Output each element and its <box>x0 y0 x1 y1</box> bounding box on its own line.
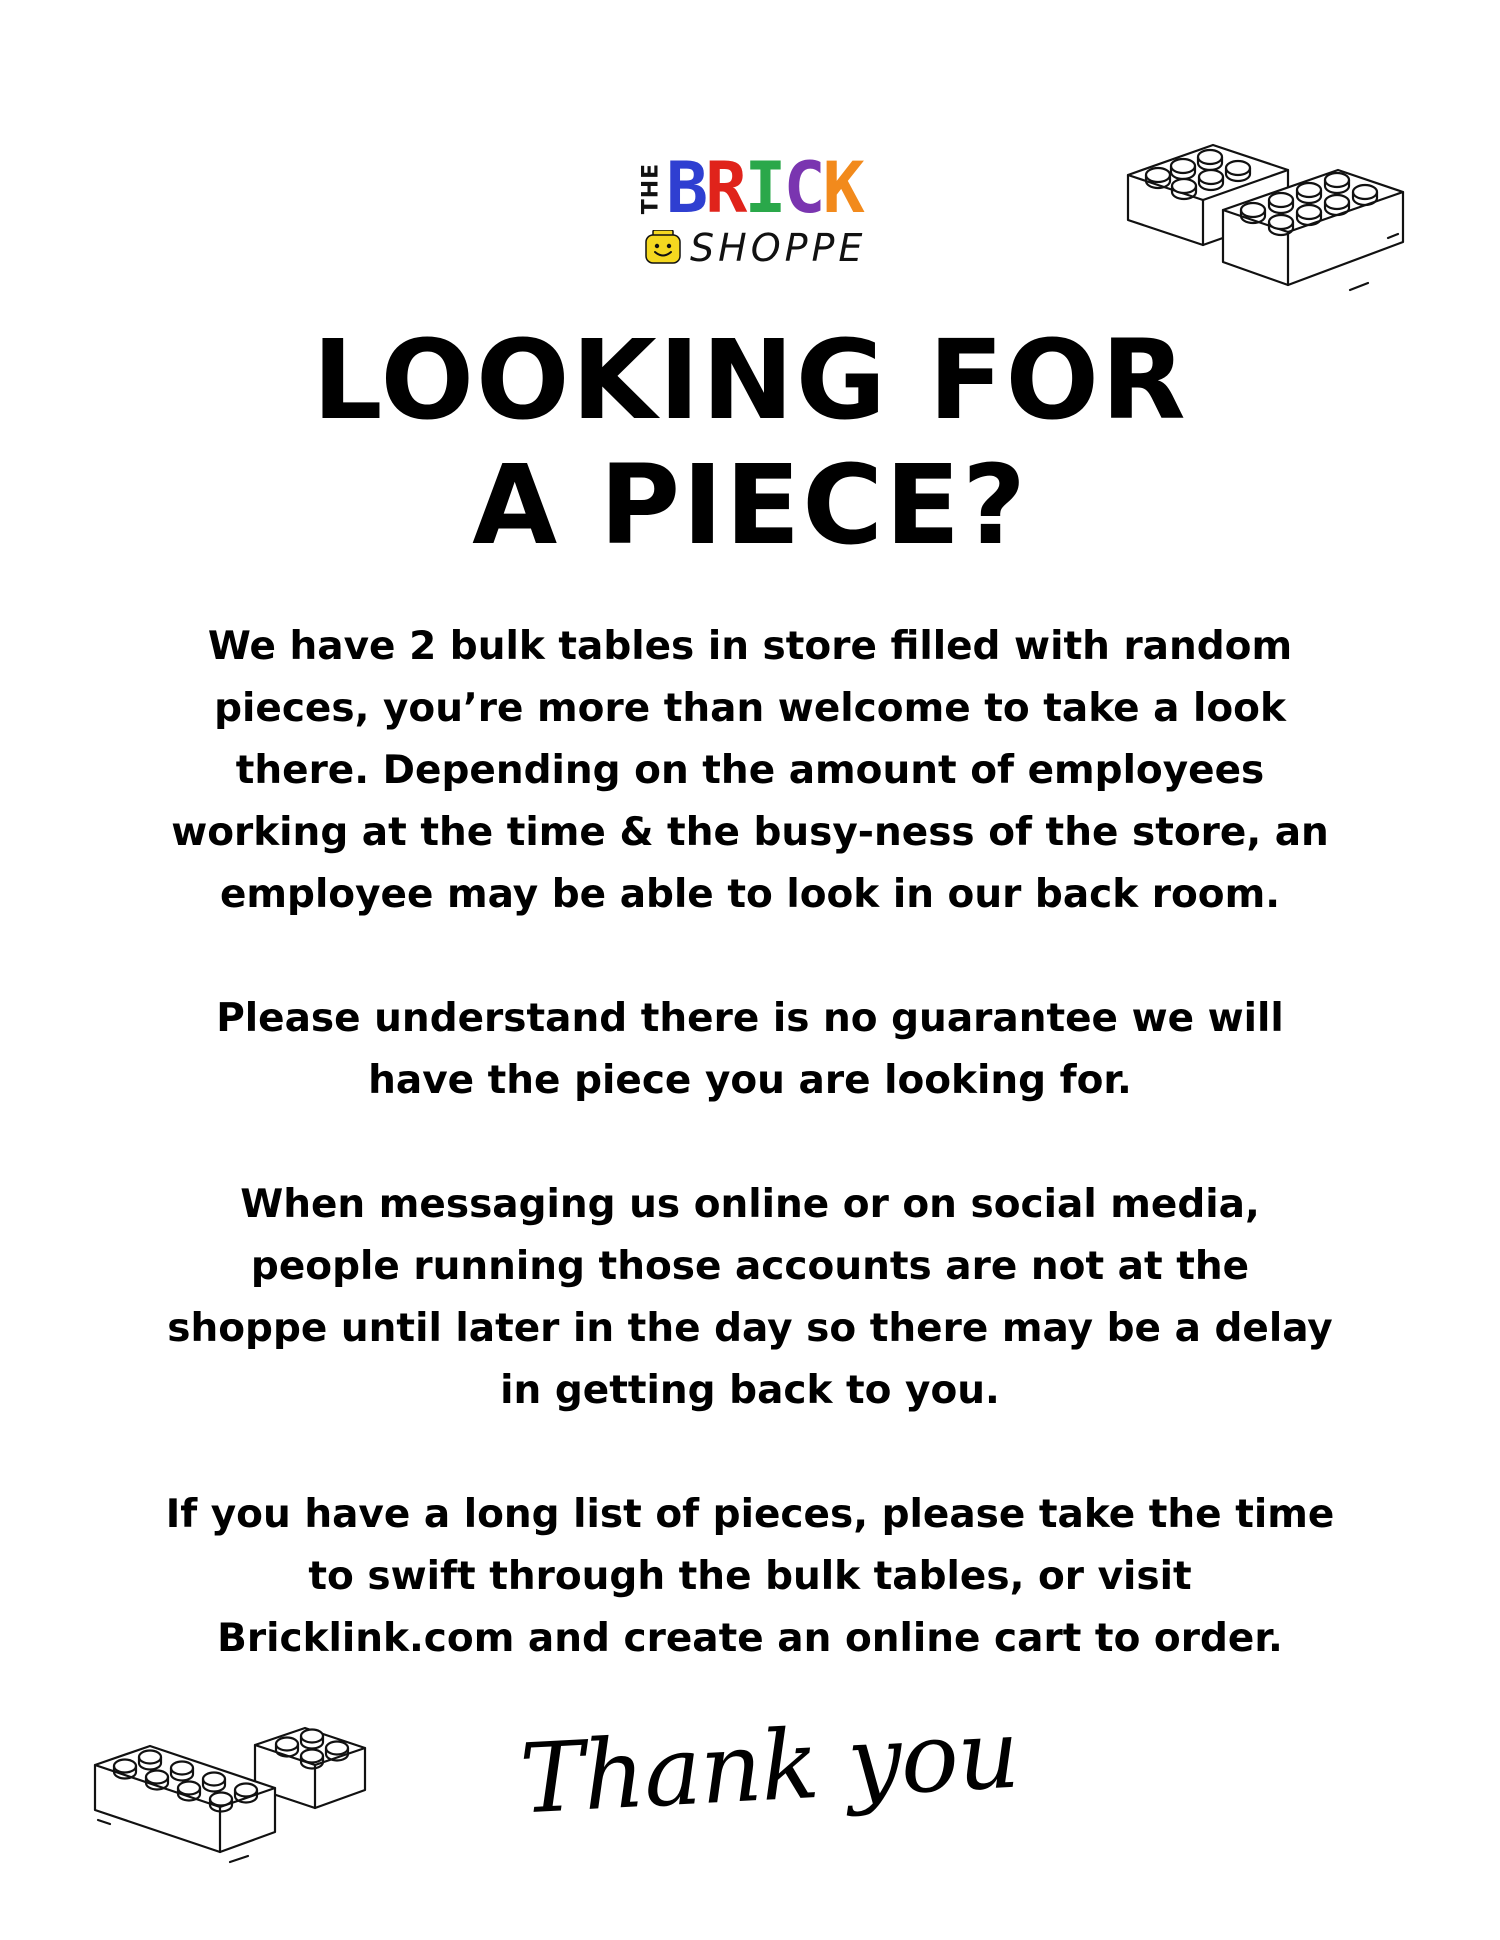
logo-letter-r: R <box>705 147 745 229</box>
logo-letter-i: I <box>744 147 784 229</box>
paragraph-messaging <box>150 1174 1350 1422</box>
lego-bricks-icon <box>90 1710 380 1885</box>
text-line: in getting back to you. <box>500 1368 1000 1413</box>
logo-letter-c: C <box>783 147 823 229</box>
logo-shoppe-text: SHOPPE <box>690 226 867 270</box>
text-line: shoppe until later in the day so there may be a delay <box>167 1306 1333 1351</box>
paragraph-long-list <box>150 1484 1350 1670</box>
text-line: employee may be able to look in our back room. <box>219 872 1281 917</box>
text-line: Please understand there is no guarantee we will <box>216 996 1284 1041</box>
page-title <box>0 318 1500 568</box>
text-line: have the piece you are looking for. <box>368 1058 1132 1103</box>
text-line: to swift through the bulk tables, or visit <box>308 1554 1192 1599</box>
minifig-head <box>646 235 680 263</box>
text-line: We have 2 bulk tables in store filled with random <box>207 624 1293 669</box>
text-line: Bricklink.com and create an online cart to order. <box>217 1616 1283 1661</box>
logo-letter-b: B <box>666 147 706 229</box>
text-line: working at the time & the busy-ness of the store, an <box>171 810 1329 855</box>
logo-the-text <box>638 156 664 222</box>
text-line: When messaging us online or on social media, <box>240 1182 1260 1227</box>
text-line: If you have a long list of pieces, please take the time <box>165 1492 1335 1537</box>
text-line: there. Depending on the amount of employees <box>235 748 1265 793</box>
brick-shoppe-logo <box>638 147 868 272</box>
logo-brick-word <box>666 148 862 228</box>
minifig-face-icon <box>644 230 682 264</box>
lego-bricks-icon <box>1118 130 1408 305</box>
text-line: pieces, you’re more than welcome to take a look <box>214 686 1286 731</box>
title-line-2: A PIECE? <box>472 441 1028 569</box>
text-line: people running those accounts are not at the <box>250 1244 1250 1289</box>
thank-you-signoff: Thank you <box>517 1697 1022 1836</box>
title-line-1: LOOKING FOR <box>312 316 1188 444</box>
notice-body <box>150 616 1350 1670</box>
logo-letter-k: K <box>822 147 862 229</box>
paragraph-bulk-tables <box>150 616 1350 926</box>
paragraph-no-guarantee <box>150 988 1350 1112</box>
logo-the-label: THE <box>638 162 664 215</box>
